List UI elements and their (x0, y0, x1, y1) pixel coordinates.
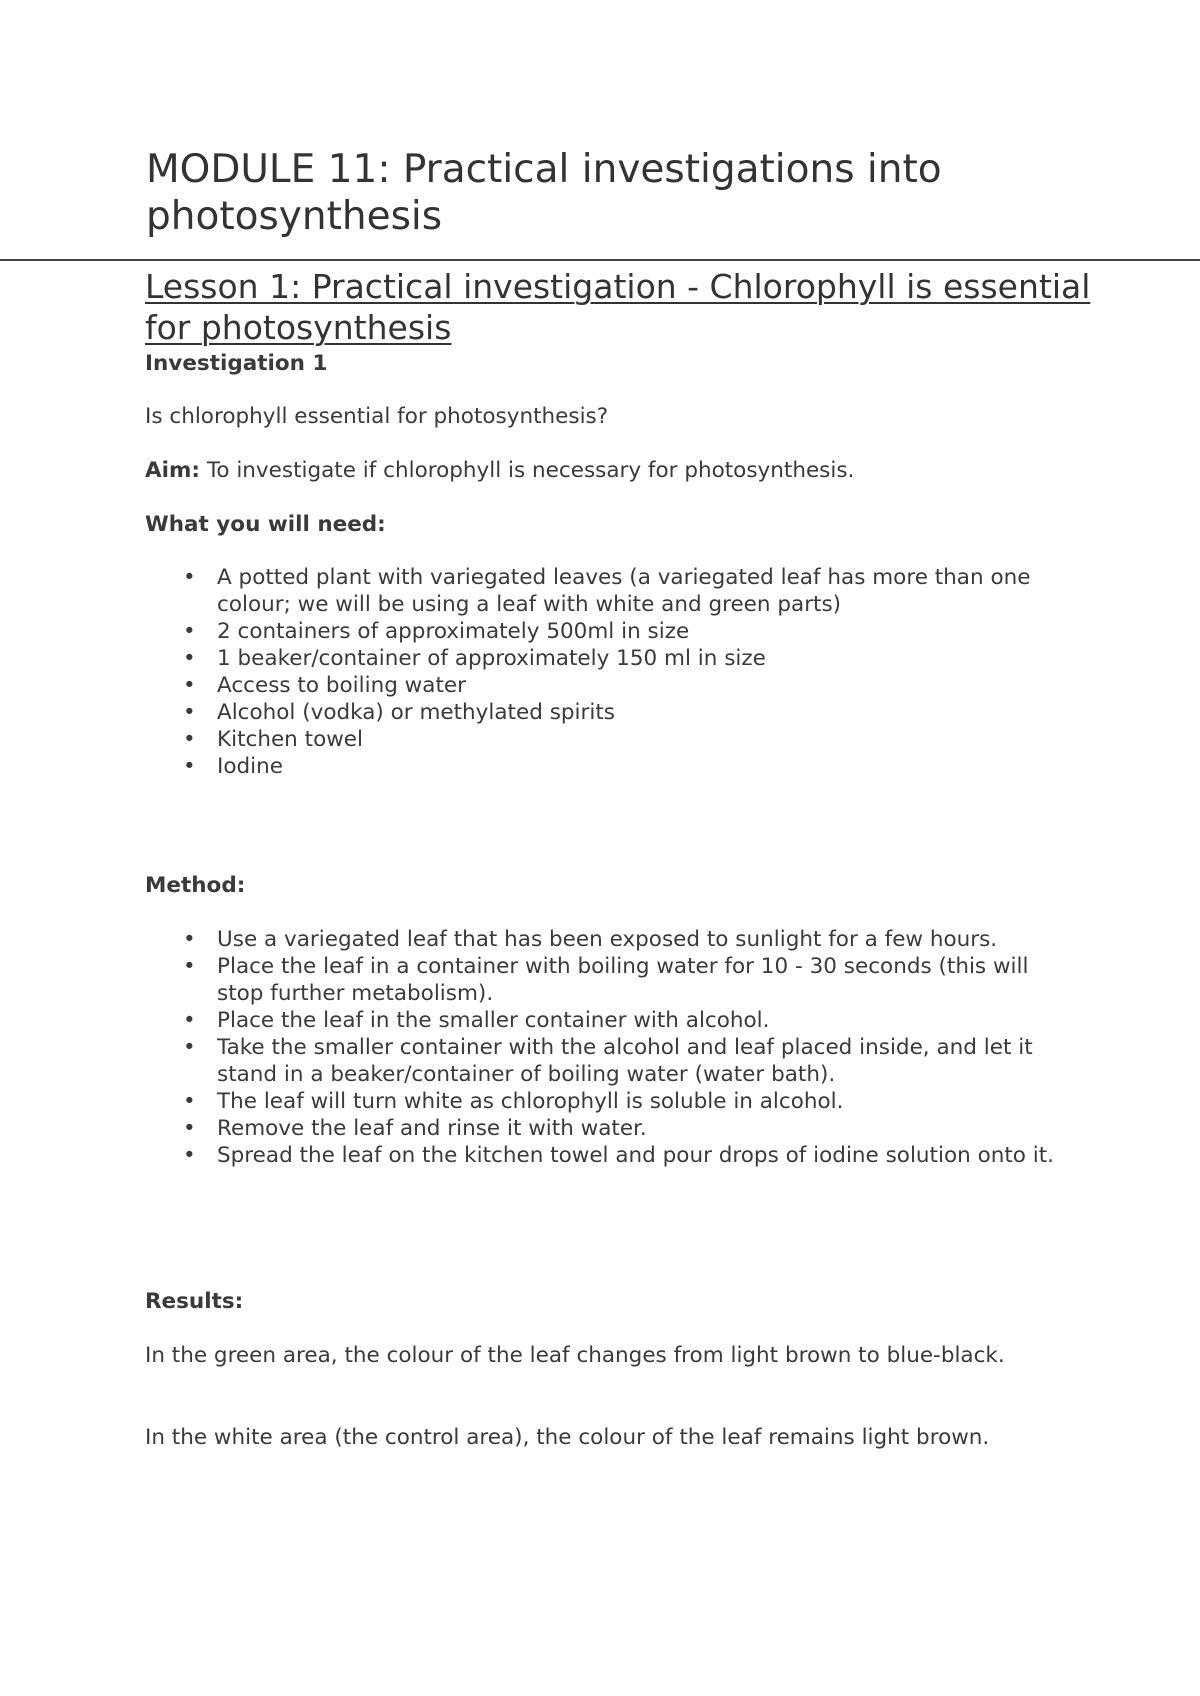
bullet: • (183, 673, 196, 698)
results-paragraph-green: In the green area, the colour of the leaf changes from light brown to blue-black. (145, 1343, 1005, 1368)
list-item (145, 753, 1065, 780)
aim-paragraph (145, 457, 1065, 484)
list-item-text: Take the smaller container with the alcohol and leaf placed inside, and let it stand in a beaker/container of boiling water (water bath). (217, 1035, 1033, 1087)
needs-list (145, 564, 1065, 780)
list-item-text: Alcohol (vodka) or methylated spirits (217, 700, 615, 725)
list-item (145, 1007, 1065, 1034)
list-item-text: Iodine (217, 754, 283, 779)
list-item (145, 564, 1065, 618)
list-item-text: 1 beaker/container of approximately 150 ml in size (217, 646, 766, 671)
bullet: • (183, 1116, 196, 1141)
list-item-text: Kitchen towel (217, 727, 364, 752)
list-item (145, 699, 1065, 726)
results-paragraph-white: In the white area (the control area), the colour of the leaf remains light brown. (145, 1425, 990, 1450)
bullet: • (183, 1008, 196, 1033)
results-heading: Results: (145, 1289, 244, 1314)
list-item (145, 1034, 1065, 1088)
investigation-question: Is chlorophyll essential for photosynthesis? (145, 404, 609, 429)
list-item-text: Use a variegated leaf that has been exposed to sunlight for a few hours. (217, 927, 998, 952)
list-item (145, 1142, 1065, 1169)
list-item (145, 1115, 1065, 1142)
bullet: • (183, 646, 196, 671)
aim-label: Aim: (145, 458, 201, 483)
list-item-text: Place the leaf in a container with boiling water for 10 - 30 seconds (this will stop further metabolism). (217, 954, 1029, 1006)
lesson-title: Lesson 1: Practical investigation - Chlorophyll is essential for photosynthesis (145, 267, 1091, 347)
bullet: • (183, 1143, 196, 1168)
list-item (145, 1088, 1065, 1115)
bullet: • (183, 565, 196, 590)
bullet: • (183, 954, 196, 979)
bullet: • (183, 619, 196, 644)
list-item-text: Spread the leaf on the kitchen towel and pour drops of iodine solution onto it. (217, 1143, 1055, 1168)
bullet: • (183, 700, 196, 725)
method-list (145, 926, 1065, 1169)
title-divider (0, 259, 1200, 261)
aim-text: To investigate if chlorophyll is necessary for photosynthesis. (200, 458, 855, 483)
list-item-text: A potted plant with variegated leaves (a variegated leaf has more than one colour; we will be using a leaf with white and green parts) (217, 565, 1031, 617)
list-item (145, 672, 1065, 699)
method-heading: Method: (145, 873, 246, 898)
investigation-heading: Investigation 1 (145, 351, 328, 376)
list-item-text: Remove the leaf and rinse it with water. (217, 1116, 647, 1141)
bullet: • (183, 754, 196, 779)
bullet: • (183, 927, 196, 952)
needs-heading: What you will need: (145, 512, 386, 537)
list-item-text: Place the leaf in the smaller container with alcohol. (217, 1008, 770, 1033)
module-title: MODULE 11: Practical investigations into photosynthesis (146, 147, 942, 239)
bullet: • (183, 1089, 196, 1114)
list-item (145, 645, 1065, 672)
list-item (145, 953, 1065, 1007)
list-item (145, 926, 1065, 953)
list-item-text: The leaf will turn white as chlorophyll is soluble in alcohol. (217, 1089, 844, 1114)
list-item-text: 2 containers of approximately 500ml in size (217, 619, 690, 644)
bullet: • (183, 1035, 196, 1060)
list-item (145, 726, 1065, 753)
list-item (145, 618, 1065, 645)
bullet: • (183, 727, 196, 752)
list-item-text: Access to boiling water (217, 673, 466, 698)
